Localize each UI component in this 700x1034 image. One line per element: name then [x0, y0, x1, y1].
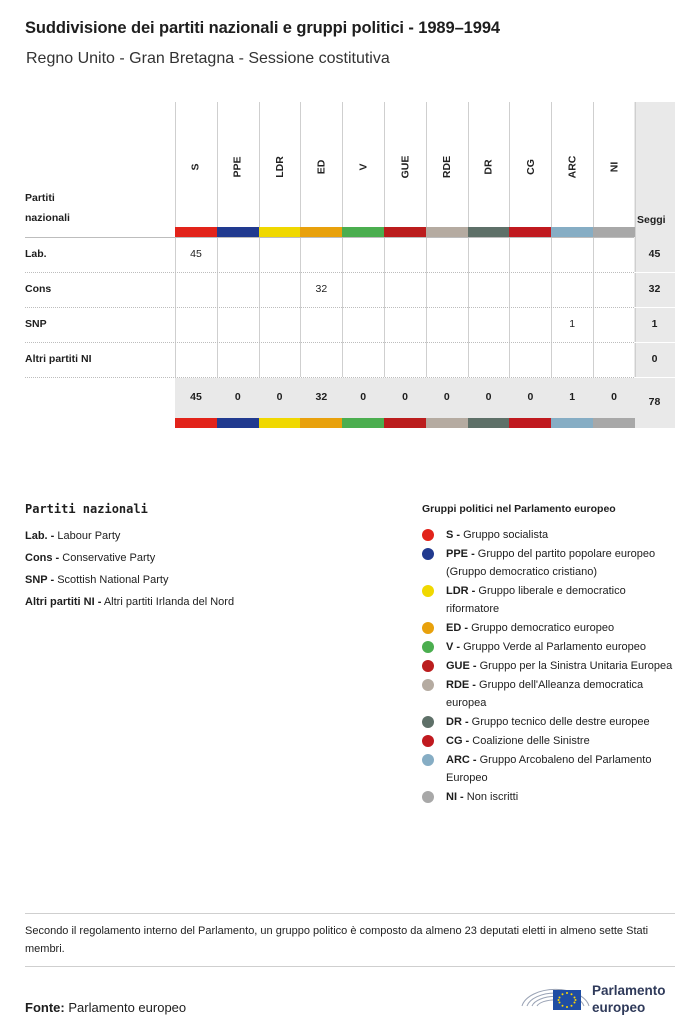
total-cell: 32	[315, 391, 328, 403]
total-cell: 0	[234, 391, 241, 403]
legend-group-abbr: ARC -	[446, 754, 477, 766]
total-cell: 0	[611, 391, 617, 403]
party-column-header	[25, 188, 70, 228]
logo-line1: Parlamento	[592, 983, 666, 998]
legend-group-item	[422, 641, 682, 656]
legend-group-abbr: LDR -	[446, 585, 476, 597]
divider	[25, 966, 675, 967]
group-header-ldr	[259, 147, 301, 187]
seats-column-background	[634, 102, 675, 428]
total-cell: 0	[402, 391, 408, 403]
total-cell: 45	[190, 391, 202, 403]
legend-group-abbr: ED -	[446, 622, 468, 634]
group-header-label: ARC	[566, 155, 579, 179]
legend-group-item	[422, 679, 682, 712]
logo-line2: europeo	[592, 1000, 646, 1015]
group-color-swatch-ed	[300, 418, 342, 428]
group-header-label: GUE	[398, 155, 411, 179]
row-party-label: Altri partiti NI	[25, 353, 92, 365]
legend-group-abbr: RDE -	[446, 679, 476, 691]
party-header-line2: nazionali	[25, 212, 70, 224]
column-divider	[509, 102, 510, 377]
group-header-arc	[551, 147, 593, 187]
row-seats-value: 45	[648, 248, 661, 260]
legend-group-item	[422, 754, 682, 787]
seats-column-header: Seggi	[637, 214, 666, 226]
group-color-swatch-s	[175, 227, 217, 237]
legend-group-name: Gruppo Verde al Parlamento europeo	[463, 641, 646, 653]
group-header-label: CG	[524, 159, 537, 175]
legend-party-name: Altri partiti Irlanda del Nord	[103, 596, 235, 608]
legend-party-abbr: Lab. -	[25, 530, 55, 542]
legend-groups	[422, 529, 682, 810]
legend-party-abbr: Cons -	[25, 552, 60, 564]
page-subtitle: Regno Unito - Gran Bretagna - Sessione costitutiva	[26, 50, 390, 67]
legend-group-name: Gruppo democratico europeo	[471, 622, 615, 634]
row-divider	[25, 272, 634, 273]
source-value: Parlamento europeo	[68, 1000, 187, 1015]
group-color-swatch-rde	[426, 227, 468, 237]
column-divider	[551, 102, 552, 377]
group-header-label: DR	[482, 159, 495, 175]
legend-party-item	[25, 529, 365, 551]
total-cell: 0	[443, 391, 450, 403]
legend-group-abbr: PPE -	[446, 548, 475, 560]
legend-group-item	[422, 585, 682, 618]
column-divider	[468, 102, 469, 377]
group-color-swatch-cg	[509, 418, 551, 428]
legend-party-item	[25, 595, 365, 617]
group-color-swatch-gue	[384, 418, 426, 428]
legend-group-item	[422, 622, 682, 637]
group-color-swatch-ppe	[217, 418, 259, 428]
legend-group-item	[422, 548, 682, 581]
column-divider	[300, 102, 301, 377]
legend-color-dot-icon	[422, 529, 434, 541]
legend-group-abbr: CG -	[446, 735, 470, 747]
party-header-line1: Partiti	[25, 192, 55, 204]
row-seats-value: 32	[648, 283, 661, 295]
column-divider	[259, 102, 260, 377]
legend-color-dot-icon	[422, 754, 434, 766]
table-cell: 32	[315, 283, 328, 295]
column-divider	[217, 102, 218, 377]
legend-group-item	[422, 735, 682, 750]
legend-color-dot-icon	[422, 660, 434, 672]
group-header-label: S	[189, 163, 202, 171]
group-header-s	[175, 147, 217, 187]
group-color-swatch-cg	[509, 227, 551, 237]
group-color-swatch-ni	[593, 418, 635, 428]
source-line	[25, 1000, 186, 1015]
total-cell: 0	[527, 391, 534, 403]
logo-wordmark	[592, 982, 666, 1016]
group-color-swatch-rde	[426, 418, 468, 428]
group-header-dr	[468, 147, 510, 187]
group-header-gue	[384, 147, 426, 187]
seats-separator	[634, 342, 675, 343]
legend-color-dot-icon	[422, 716, 434, 728]
group-color-swatch-ppe	[217, 227, 259, 237]
total-cell: 1	[569, 391, 576, 403]
legend-group-name: Coalizione delle Sinistre	[472, 735, 590, 747]
legend-group-name: Gruppo del partito popolare europeo (Gruppo democratico cristiano)	[446, 548, 656, 578]
legend-color-dot-icon	[422, 679, 434, 691]
row-party-label: Cons	[25, 283, 52, 295]
column-divider	[175, 102, 176, 377]
group-color-bar-bottom	[175, 418, 635, 428]
row-divider	[25, 307, 634, 308]
group-header-label: V	[357, 163, 370, 171]
seats-separator	[634, 307, 675, 308]
group-color-bar-top	[175, 227, 635, 237]
legend-group-name: Gruppo Arcobaleno del Parlamento Europeo	[446, 754, 652, 784]
legend-parties	[25, 529, 365, 617]
column-divider	[426, 102, 427, 377]
column-divider	[342, 102, 343, 377]
row-divider	[25, 342, 634, 343]
legend-group-item	[422, 660, 682, 675]
column-divider	[593, 102, 594, 377]
legend-color-dot-icon	[422, 791, 434, 803]
legend-group-abbr: GUE -	[446, 660, 477, 672]
group-color-swatch-dr	[468, 418, 510, 428]
group-header-label: ED	[315, 159, 328, 175]
legend-parties-title: Partiti nazionali	[25, 502, 148, 516]
legend-group-abbr: S -	[446, 529, 461, 541]
group-color-swatch-ed	[300, 227, 342, 237]
table-cell: 45	[190, 248, 202, 260]
group-color-swatch-dr	[468, 227, 510, 237]
row-seats-value: 0	[651, 353, 658, 365]
group-color-swatch-arc	[551, 418, 593, 428]
table-cell: 1	[569, 318, 576, 330]
group-color-swatch-gue	[384, 227, 426, 237]
legend-group-name: Gruppo per la Sinistra Unitaria Europea	[479, 660, 673, 672]
legend-group-name: Non iscritti	[466, 791, 519, 803]
group-color-swatch-v	[342, 227, 384, 237]
legend-color-dot-icon	[422, 735, 434, 747]
group-color-swatch-ldr	[259, 227, 301, 237]
page-title: Suddivisione dei partiti nazionali e gruppi politici - 1989–1994	[25, 19, 500, 37]
legend-group-item	[422, 529, 682, 544]
legend-party-name: Labour Party	[57, 530, 121, 542]
group-header-cg	[509, 147, 551, 187]
total-cell: 0	[276, 391, 283, 403]
legend-group-abbr: DR -	[446, 716, 469, 728]
legend-party-item	[25, 551, 365, 573]
legend-color-dot-icon	[422, 641, 434, 653]
group-header-ni	[593, 147, 635, 187]
total-seats-value: 78	[648, 396, 661, 408]
row-party-label: SNP	[25, 318, 47, 330]
group-header-v	[342, 147, 384, 187]
group-color-swatch-ni	[593, 227, 635, 237]
row-divider	[25, 377, 634, 378]
legend-group-name: Gruppo tecnico delle destre europee	[471, 716, 650, 728]
legend-group-abbr: NI -	[446, 791, 464, 803]
column-divider	[635, 102, 636, 377]
legend-party-abbr: Altri partiti NI -	[25, 596, 102, 608]
total-cell: 0	[485, 391, 492, 403]
divider	[25, 913, 675, 914]
group-color-swatch-arc	[551, 227, 593, 237]
group-header-label: RDE	[440, 155, 453, 179]
group-color-swatch-ldr	[259, 418, 301, 428]
legend-color-dot-icon	[422, 585, 434, 597]
group-header-ed	[300, 147, 342, 187]
legend-group-item	[422, 716, 682, 731]
legend-party-name: Conservative Party	[62, 552, 156, 564]
legend-groups-title: Gruppi politici nel Parlamento europeo	[422, 503, 616, 515]
group-header-rde	[426, 147, 468, 187]
group-header-label: NI	[608, 161, 620, 173]
seats-separator	[634, 272, 675, 273]
footnote: Secondo il regolamento interno del Parlamento, un gruppo politico è composto da almeno 23 deputati eletti in almeno sette Stati membri.	[25, 925, 649, 955]
group-header-ppe	[217, 147, 259, 187]
legend-party-name: Scottish National Party	[57, 574, 169, 586]
row-seats-value: 1	[651, 318, 658, 330]
total-cell: 0	[360, 391, 367, 403]
legend-group-name: Gruppo dell'Alleanza democratica europea	[446, 679, 644, 709]
legend-group-abbr: V -	[446, 641, 461, 653]
row-party-label: Lab.	[25, 248, 47, 260]
group-color-swatch-s	[175, 418, 217, 428]
seats-table	[25, 102, 675, 430]
legend-party-abbr: SNP -	[25, 574, 55, 586]
header-divider	[25, 237, 634, 238]
group-color-swatch-v	[342, 418, 384, 428]
legend-color-dot-icon	[422, 548, 434, 560]
seats-separator	[634, 377, 675, 378]
group-header-label: LDR	[273, 156, 286, 178]
legend-group-item	[422, 791, 682, 806]
column-divider	[384, 102, 385, 377]
source-label: Fonte:	[25, 1000, 65, 1015]
legend-party-item	[25, 573, 365, 595]
legend-color-dot-icon	[422, 622, 434, 634]
legend-group-name: Gruppo liberale e democratico riformatore	[446, 585, 626, 615]
legend-group-name: Gruppo socialista	[463, 529, 549, 541]
group-header-label: PPE	[231, 156, 244, 178]
